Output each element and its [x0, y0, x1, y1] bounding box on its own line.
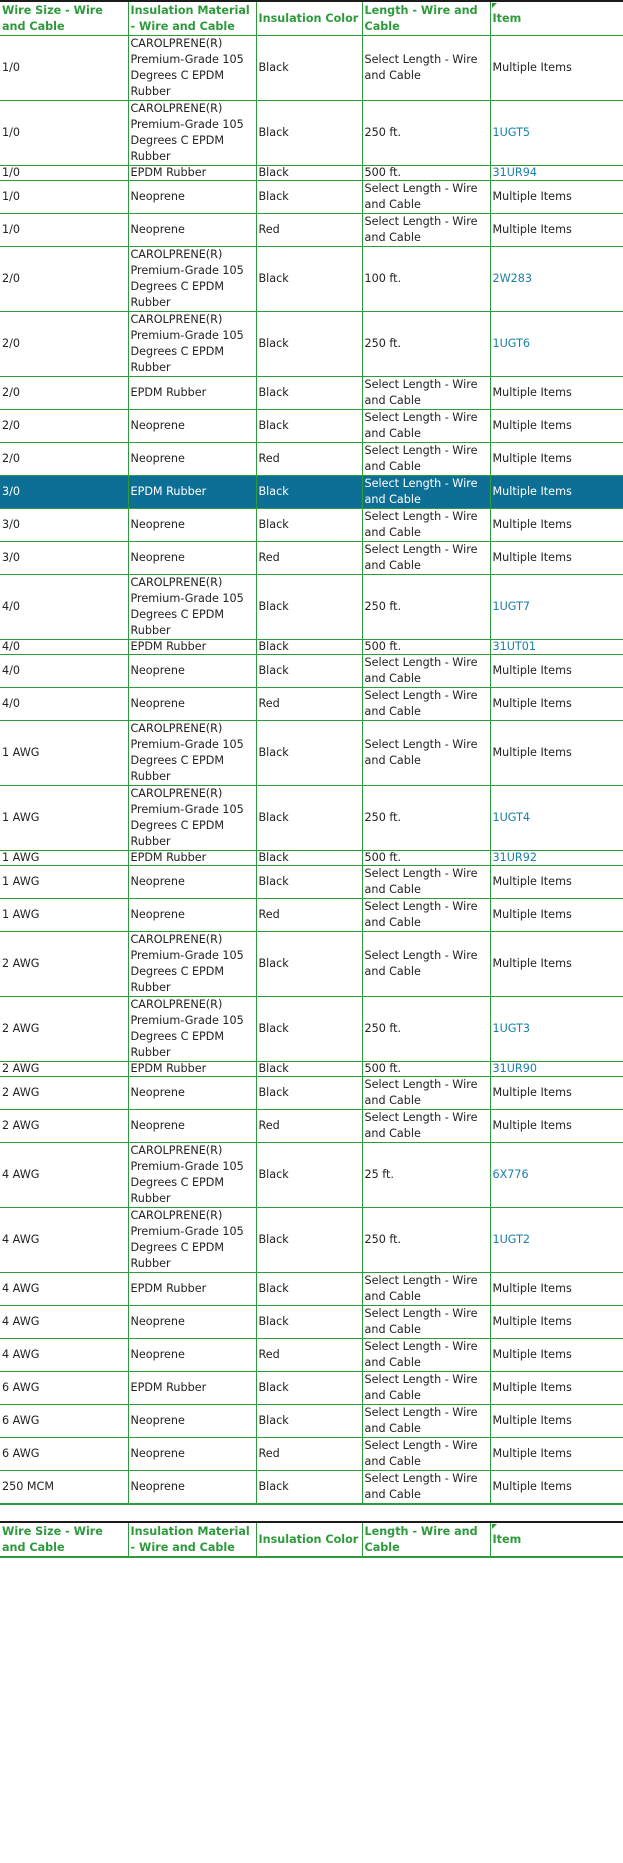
item-link[interactable]: 2W283: [492, 272, 533, 285]
cell-insulation-material: EPDM Rubber: [128, 166, 256, 181]
cell-item: [490, 1471, 623, 1505]
table-row[interactable]: [0, 1077, 623, 1110]
cell-wire-size: 1/0: [0, 36, 128, 101]
cell-wire-size: 4/0: [0, 575, 128, 640]
table-row[interactable]: [0, 1471, 623, 1505]
table-row[interactable]: [0, 1306, 623, 1339]
item-link[interactable]: 1UGT4: [492, 811, 531, 824]
table-row[interactable]: [0, 181, 623, 214]
cell-item: [490, 1306, 623, 1339]
cell-wire-size: 1 AWG: [0, 786, 128, 851]
item-multiple-label: Multiple Items: [492, 746, 572, 759]
cell-wire-size: 6 AWG: [0, 1438, 128, 1471]
cell-wire-size: 4/0: [0, 688, 128, 721]
cell-length: 500 ft.: [362, 640, 490, 655]
cell-wire-size: 4 AWG: [0, 1306, 128, 1339]
cell-length: 250 ft.: [362, 312, 490, 377]
cell-insulation-color: Black: [256, 1143, 362, 1208]
cell-insulation-color: Black: [256, 377, 362, 410]
cell-length: Select Length - Wire and Cable: [362, 542, 490, 575]
cell-wire-size: 2/0: [0, 377, 128, 410]
cell-insulation-material: CAROLPRENE(R) Premium-Grade 105 Degrees C EPDM Rubber: [128, 575, 256, 640]
cell-insulation-color: Black: [256, 1273, 362, 1306]
cell-insulation-material: EPDM Rubber: [128, 476, 256, 509]
cell-insulation-color: Black: [256, 1077, 362, 1110]
cell-item: [490, 247, 623, 312]
table-row[interactable]: [0, 575, 623, 640]
cell-wire-size: 250 MCM: [0, 1471, 128, 1505]
cell-length: Select Length - Wire and Cable: [362, 1372, 490, 1405]
cell-insulation-color: Black: [256, 866, 362, 899]
cell-insulation-color: Black: [256, 721, 362, 786]
cell-insulation-color: Black: [256, 655, 362, 688]
cell-item: [490, 575, 623, 640]
footer-column-header-insulation-material[interactable]: Insulation Material - Wire and Cable: [128, 1522, 256, 1557]
cell-insulation-color: Black: [256, 410, 362, 443]
cell-wire-size: 1 AWG: [0, 866, 128, 899]
footer-column-header-length[interactable]: Length - Wire and Cable: [362, 1522, 490, 1557]
cell-length: 250 ft.: [362, 101, 490, 166]
cell-wire-size: 4/0: [0, 640, 128, 655]
cell-insulation-material: Neoprene: [128, 688, 256, 721]
cell-length: 500 ft.: [362, 1062, 490, 1077]
cell-wire-size: 4 AWG: [0, 1143, 128, 1208]
item-multiple-label: Multiple Items: [492, 419, 572, 432]
table-row[interactable]: [0, 851, 623, 866]
cell-item: [490, 997, 623, 1062]
table-row[interactable]: [0, 721, 623, 786]
cell-item: [490, 1339, 623, 1372]
cell-insulation-material: Neoprene: [128, 214, 256, 247]
cell-insulation-material: EPDM Rubber: [128, 851, 256, 866]
cell-insulation-material: EPDM Rubber: [128, 640, 256, 655]
cell-insulation-material: CAROLPRENE(R) Premium-Grade 105 Degrees C EPDM Rubber: [128, 36, 256, 101]
cell-insulation-color: Black: [256, 1471, 362, 1505]
cell-length: Select Length - Wire and Cable: [362, 443, 490, 476]
column-header-length[interactable]: Length - Wire and Cable: [362, 1, 490, 36]
cell-insulation-color: Red: [256, 214, 362, 247]
cell-wire-size: 4 AWG: [0, 1339, 128, 1372]
cell-insulation-color: Black: [256, 166, 362, 181]
cell-insulation-material: CAROLPRENE(R) Premium-Grade 105 Degrees C EPDM Rubber: [128, 101, 256, 166]
cell-insulation-color: Black: [256, 786, 362, 851]
item-multiple-label: Multiple Items: [492, 1381, 572, 1394]
table-row[interactable]: [0, 786, 623, 851]
table-row[interactable]: [0, 1143, 623, 1208]
table-row[interactable]: [0, 443, 623, 476]
cell-wire-size: 4 AWG: [0, 1273, 128, 1306]
item-multiple-label: Multiple Items: [492, 1282, 572, 1295]
cell-item: [490, 214, 623, 247]
cell-item: [490, 542, 623, 575]
cell-item: [490, 866, 623, 899]
column-header-item[interactable]: Item: [490, 1, 623, 36]
cell-insulation-material: CAROLPRENE(R) Premium-Grade 105 Degrees C EPDM Rubber: [128, 1208, 256, 1273]
item-multiple-label: Multiple Items: [492, 518, 572, 531]
cell-insulation-color: Red: [256, 1438, 362, 1471]
cell-insulation-material: CAROLPRENE(R) Premium-Grade 105 Degrees C EPDM Rubber: [128, 312, 256, 377]
cell-length: Select Length - Wire and Cable: [362, 410, 490, 443]
cell-insulation-material: Neoprene: [128, 181, 256, 214]
cell-insulation-material: Neoprene: [128, 655, 256, 688]
table-spacer: [0, 1505, 623, 1521]
cell-wire-size: 3/0: [0, 476, 128, 509]
item-multiple-label: Multiple Items: [492, 386, 572, 399]
cell-item: [490, 443, 623, 476]
cell-item: [490, 1077, 623, 1110]
cell-item: [490, 1208, 623, 1273]
cell-insulation-color: Black: [256, 181, 362, 214]
cell-insulation-color: Black: [256, 1405, 362, 1438]
cell-wire-size: 3/0: [0, 509, 128, 542]
table-row[interactable]: [0, 932, 623, 997]
cell-item: [490, 721, 623, 786]
footer-column-header-item[interactable]: Item: [490, 1522, 623, 1557]
cell-insulation-color: Black: [256, 1062, 362, 1077]
cell-item: [490, 1273, 623, 1306]
item-multiple-label: Multiple Items: [492, 485, 572, 498]
table-row[interactable]: [0, 1062, 623, 1077]
item-link[interactable]: 31UT01: [492, 640, 536, 653]
cell-length: 250 ft.: [362, 1208, 490, 1273]
cell-length: Select Length - Wire and Cable: [362, 866, 490, 899]
cell-insulation-material: Neoprene: [128, 1077, 256, 1110]
cell-length: Select Length - Wire and Cable: [362, 1438, 490, 1471]
table-header-row: [0, 1, 623, 36]
item-link[interactable]: 31UR90: [492, 1062, 537, 1075]
cell-insulation-color: Red: [256, 542, 362, 575]
table-row[interactable]: [0, 688, 623, 721]
cell-length: Select Length - Wire and Cable: [362, 1306, 490, 1339]
table-footer-header-row: [0, 1522, 623, 1557]
cell-insulation-color: Black: [256, 476, 362, 509]
cell-insulation-color: Black: [256, 1372, 362, 1405]
cell-insulation-material: Neoprene: [128, 1438, 256, 1471]
cell-insulation-color: Black: [256, 932, 362, 997]
table-row[interactable]: [0, 640, 623, 655]
item-multiple-label: Multiple Items: [492, 664, 572, 677]
cell-wire-size: 1 AWG: [0, 851, 128, 866]
table-row[interactable]: [0, 1339, 623, 1372]
cell-insulation-color: Black: [256, 101, 362, 166]
cell-length: Select Length - Wire and Cable: [362, 36, 490, 101]
cell-item: [490, 377, 623, 410]
item-link[interactable]: 1UGT5: [492, 126, 531, 139]
cell-length: 250 ft.: [362, 997, 490, 1062]
cell-insulation-material: CAROLPRENE(R) Premium-Grade 105 Degrees C EPDM Rubber: [128, 721, 256, 786]
item-multiple-label: Multiple Items: [492, 697, 572, 710]
item-link[interactable]: 31UR94: [492, 166, 537, 179]
cell-length: Select Length - Wire and Cable: [362, 899, 490, 932]
cell-length: 500 ft.: [362, 851, 490, 866]
cell-wire-size: 4/0: [0, 655, 128, 688]
item-multiple-label: Multiple Items: [492, 1086, 572, 1099]
cell-wire-size: 1/0: [0, 166, 128, 181]
cell-item: [490, 1405, 623, 1438]
cell-length: Select Length - Wire and Cable: [362, 214, 490, 247]
table-row[interactable]: [0, 1208, 623, 1273]
cell-item: [490, 410, 623, 443]
item-link[interactable]: 31UR92: [492, 851, 537, 864]
cell-insulation-material: Neoprene: [128, 1306, 256, 1339]
table-row[interactable]: [0, 1372, 623, 1405]
cell-wire-size: 3/0: [0, 542, 128, 575]
cell-wire-size: 2/0: [0, 247, 128, 312]
cell-wire-size: 2/0: [0, 443, 128, 476]
cell-insulation-color: Black: [256, 640, 362, 655]
item-multiple-label: Multiple Items: [492, 1414, 572, 1427]
item-link[interactable]: 1UGT6: [492, 337, 531, 350]
item-link[interactable]: 1UGT2: [492, 1233, 531, 1246]
cell-length: 250 ft.: [362, 786, 490, 851]
cell-wire-size: 2/0: [0, 312, 128, 377]
cell-length: Select Length - Wire and Cable: [362, 377, 490, 410]
cell-length: Select Length - Wire and Cable: [362, 1273, 490, 1306]
cell-item: [490, 851, 623, 866]
cell-wire-size: 1 AWG: [0, 721, 128, 786]
table-row-selected[interactable]: [0, 476, 623, 509]
footer-column-header-insulation-color[interactable]: Insulation Color: [256, 1522, 362, 1557]
table-row[interactable]: [0, 166, 623, 181]
cell-wire-size: 1 AWG: [0, 899, 128, 932]
cell-insulation-material: Neoprene: [128, 1471, 256, 1505]
cell-item: [490, 36, 623, 101]
cell-wire-size: 1/0: [0, 214, 128, 247]
cell-item: [490, 509, 623, 542]
item-multiple-label: Multiple Items: [492, 1447, 572, 1460]
cell-insulation-material: Neoprene: [128, 1339, 256, 1372]
table-row[interactable]: [0, 410, 623, 443]
cell-insulation-material: CAROLPRENE(R) Premium-Grade 105 Degrees C EPDM Rubber: [128, 1143, 256, 1208]
item-multiple-label: Multiple Items: [492, 1348, 572, 1361]
cell-insulation-color: Black: [256, 312, 362, 377]
cell-length: 250 ft.: [362, 575, 490, 640]
cell-item: [490, 688, 623, 721]
cell-wire-size: 2 AWG: [0, 1077, 128, 1110]
cell-insulation-material: EPDM Rubber: [128, 377, 256, 410]
cell-insulation-material: EPDM Rubber: [128, 1372, 256, 1405]
cell-insulation-material: Neoprene: [128, 410, 256, 443]
cell-wire-size: 2 AWG: [0, 1062, 128, 1077]
cell-insulation-color: Black: [256, 851, 362, 866]
cell-wire-size: 2/0: [0, 410, 128, 443]
cell-item: [490, 1062, 623, 1077]
table-row[interactable]: [0, 1273, 623, 1306]
cell-item: [490, 181, 623, 214]
cell-item: [490, 655, 623, 688]
cell-insulation-color: Red: [256, 1110, 362, 1143]
item-multiple-label: Multiple Items: [492, 190, 572, 203]
item-multiple-label: Multiple Items: [492, 875, 572, 888]
cell-item: [490, 1372, 623, 1405]
cell-insulation-color: Red: [256, 443, 362, 476]
cell-item: [490, 166, 623, 181]
table-row[interactable]: [0, 36, 623, 101]
cell-insulation-material: CAROLPRENE(R) Premium-Grade 105 Degrees C EPDM Rubber: [128, 932, 256, 997]
cell-length: Select Length - Wire and Cable: [362, 181, 490, 214]
cell-length: Select Length - Wire and Cable: [362, 476, 490, 509]
cell-wire-size: 6 AWG: [0, 1372, 128, 1405]
table-row[interactable]: [0, 1405, 623, 1438]
table-row[interactable]: [0, 542, 623, 575]
column-header-insulation-material[interactable]: Insulation Material - Wire and Cable: [128, 1, 256, 36]
cell-item: [490, 640, 623, 655]
table-row[interactable]: [0, 101, 623, 166]
table-footer-header: [0, 1521, 623, 1558]
cell-insulation-material: Neoprene: [128, 443, 256, 476]
cell-wire-size: 4 AWG: [0, 1208, 128, 1273]
table-row[interactable]: [0, 509, 623, 542]
cell-insulation-color: Black: [256, 1208, 362, 1273]
cell-length: Select Length - Wire and Cable: [362, 932, 490, 997]
table-row[interactable]: [0, 1110, 623, 1143]
cell-length: Select Length - Wire and Cable: [362, 1471, 490, 1505]
cell-length: Select Length - Wire and Cable: [362, 1110, 490, 1143]
item-multiple-label: Multiple Items: [492, 551, 572, 564]
item-link[interactable]: 1UGT3: [492, 1022, 531, 1035]
cell-length: Select Length - Wire and Cable: [362, 509, 490, 542]
item-link[interactable]: 6X776: [492, 1168, 529, 1181]
cell-insulation-color: Black: [256, 997, 362, 1062]
cell-wire-size: 6 AWG: [0, 1405, 128, 1438]
cell-item: [490, 1110, 623, 1143]
item-multiple-label: Multiple Items: [492, 1315, 572, 1328]
cell-insulation-material: CAROLPRENE(R) Premium-Grade 105 Degrees C EPDM Rubber: [128, 997, 256, 1062]
cell-insulation-color: Black: [256, 509, 362, 542]
cell-wire-size: 2 AWG: [0, 997, 128, 1062]
cell-insulation-material: Neoprene: [128, 1405, 256, 1438]
cell-insulation-material: CAROLPRENE(R) Premium-Grade 105 Degrees C EPDM Rubber: [128, 786, 256, 851]
cell-wire-size: 2 AWG: [0, 1110, 128, 1143]
item-multiple-label: Multiple Items: [492, 1480, 572, 1493]
cell-insulation-color: Red: [256, 1339, 362, 1372]
cell-insulation-material: Neoprene: [128, 542, 256, 575]
table-row[interactable]: [0, 866, 623, 899]
table-row[interactable]: [0, 997, 623, 1062]
cell-insulation-material: Neoprene: [128, 899, 256, 932]
cell-item: [490, 476, 623, 509]
table-row[interactable]: [0, 655, 623, 688]
cell-insulation-color: Red: [256, 899, 362, 932]
table-row[interactable]: [0, 377, 623, 410]
cell-insulation-color: Black: [256, 247, 362, 312]
cell-length: Select Length - Wire and Cable: [362, 1077, 490, 1110]
cell-item: [490, 101, 623, 166]
item-multiple-label: Multiple Items: [492, 61, 572, 74]
cell-insulation-material: EPDM Rubber: [128, 1062, 256, 1077]
item-multiple-label: Multiple Items: [492, 223, 572, 236]
footer-column-header-wire-size[interactable]: Wire Size - Wire and Cable: [0, 1522, 128, 1557]
cell-length: 500 ft.: [362, 166, 490, 181]
cell-insulation-color: Black: [256, 575, 362, 640]
item-multiple-label: Multiple Items: [492, 452, 572, 465]
cell-item: [490, 786, 623, 851]
item-multiple-label: Multiple Items: [492, 908, 572, 921]
cell-item: [490, 1438, 623, 1471]
cell-length: Select Length - Wire and Cable: [362, 1405, 490, 1438]
cell-insulation-color: Black: [256, 1306, 362, 1339]
cell-length: 100 ft.: [362, 247, 490, 312]
cell-insulation-material: Neoprene: [128, 866, 256, 899]
table-row[interactable]: [0, 312, 623, 377]
cell-insulation-material: CAROLPRENE(R) Premium-Grade 105 Degrees C EPDM Rubber: [128, 247, 256, 312]
table-row[interactable]: [0, 899, 623, 932]
cell-item: [490, 312, 623, 377]
cell-length: Select Length - Wire and Cable: [362, 655, 490, 688]
table-row[interactable]: [0, 1438, 623, 1471]
cell-length: Select Length - Wire and Cable: [362, 1339, 490, 1372]
cell-item: [490, 1143, 623, 1208]
column-header-insulation-color[interactable]: Insulation Color: [256, 1, 362, 36]
cell-insulation-material: EPDM Rubber: [128, 1273, 256, 1306]
cell-wire-size: 2 AWG: [0, 932, 128, 997]
item-multiple-label: Multiple Items: [492, 1119, 572, 1132]
cell-insulation-color: Red: [256, 688, 362, 721]
cell-insulation-color: Black: [256, 36, 362, 101]
cell-item: [490, 932, 623, 997]
column-header-wire-size[interactable]: Wire Size - Wire and Cable: [0, 1, 128, 36]
cell-wire-size: 1/0: [0, 181, 128, 214]
cell-insulation-material: Neoprene: [128, 509, 256, 542]
cell-insulation-material: Neoprene: [128, 1110, 256, 1143]
cell-length: 25 ft.: [362, 1143, 490, 1208]
cell-wire-size: 1/0: [0, 101, 128, 166]
item-multiple-label: Multiple Items: [492, 957, 572, 970]
table-row[interactable]: [0, 247, 623, 312]
cell-item: [490, 899, 623, 932]
cell-length: Select Length - Wire and Cable: [362, 688, 490, 721]
cell-length: Select Length - Wire and Cable: [362, 721, 490, 786]
item-link[interactable]: 1UGT7: [492, 600, 531, 613]
table-row[interactable]: [0, 214, 623, 247]
